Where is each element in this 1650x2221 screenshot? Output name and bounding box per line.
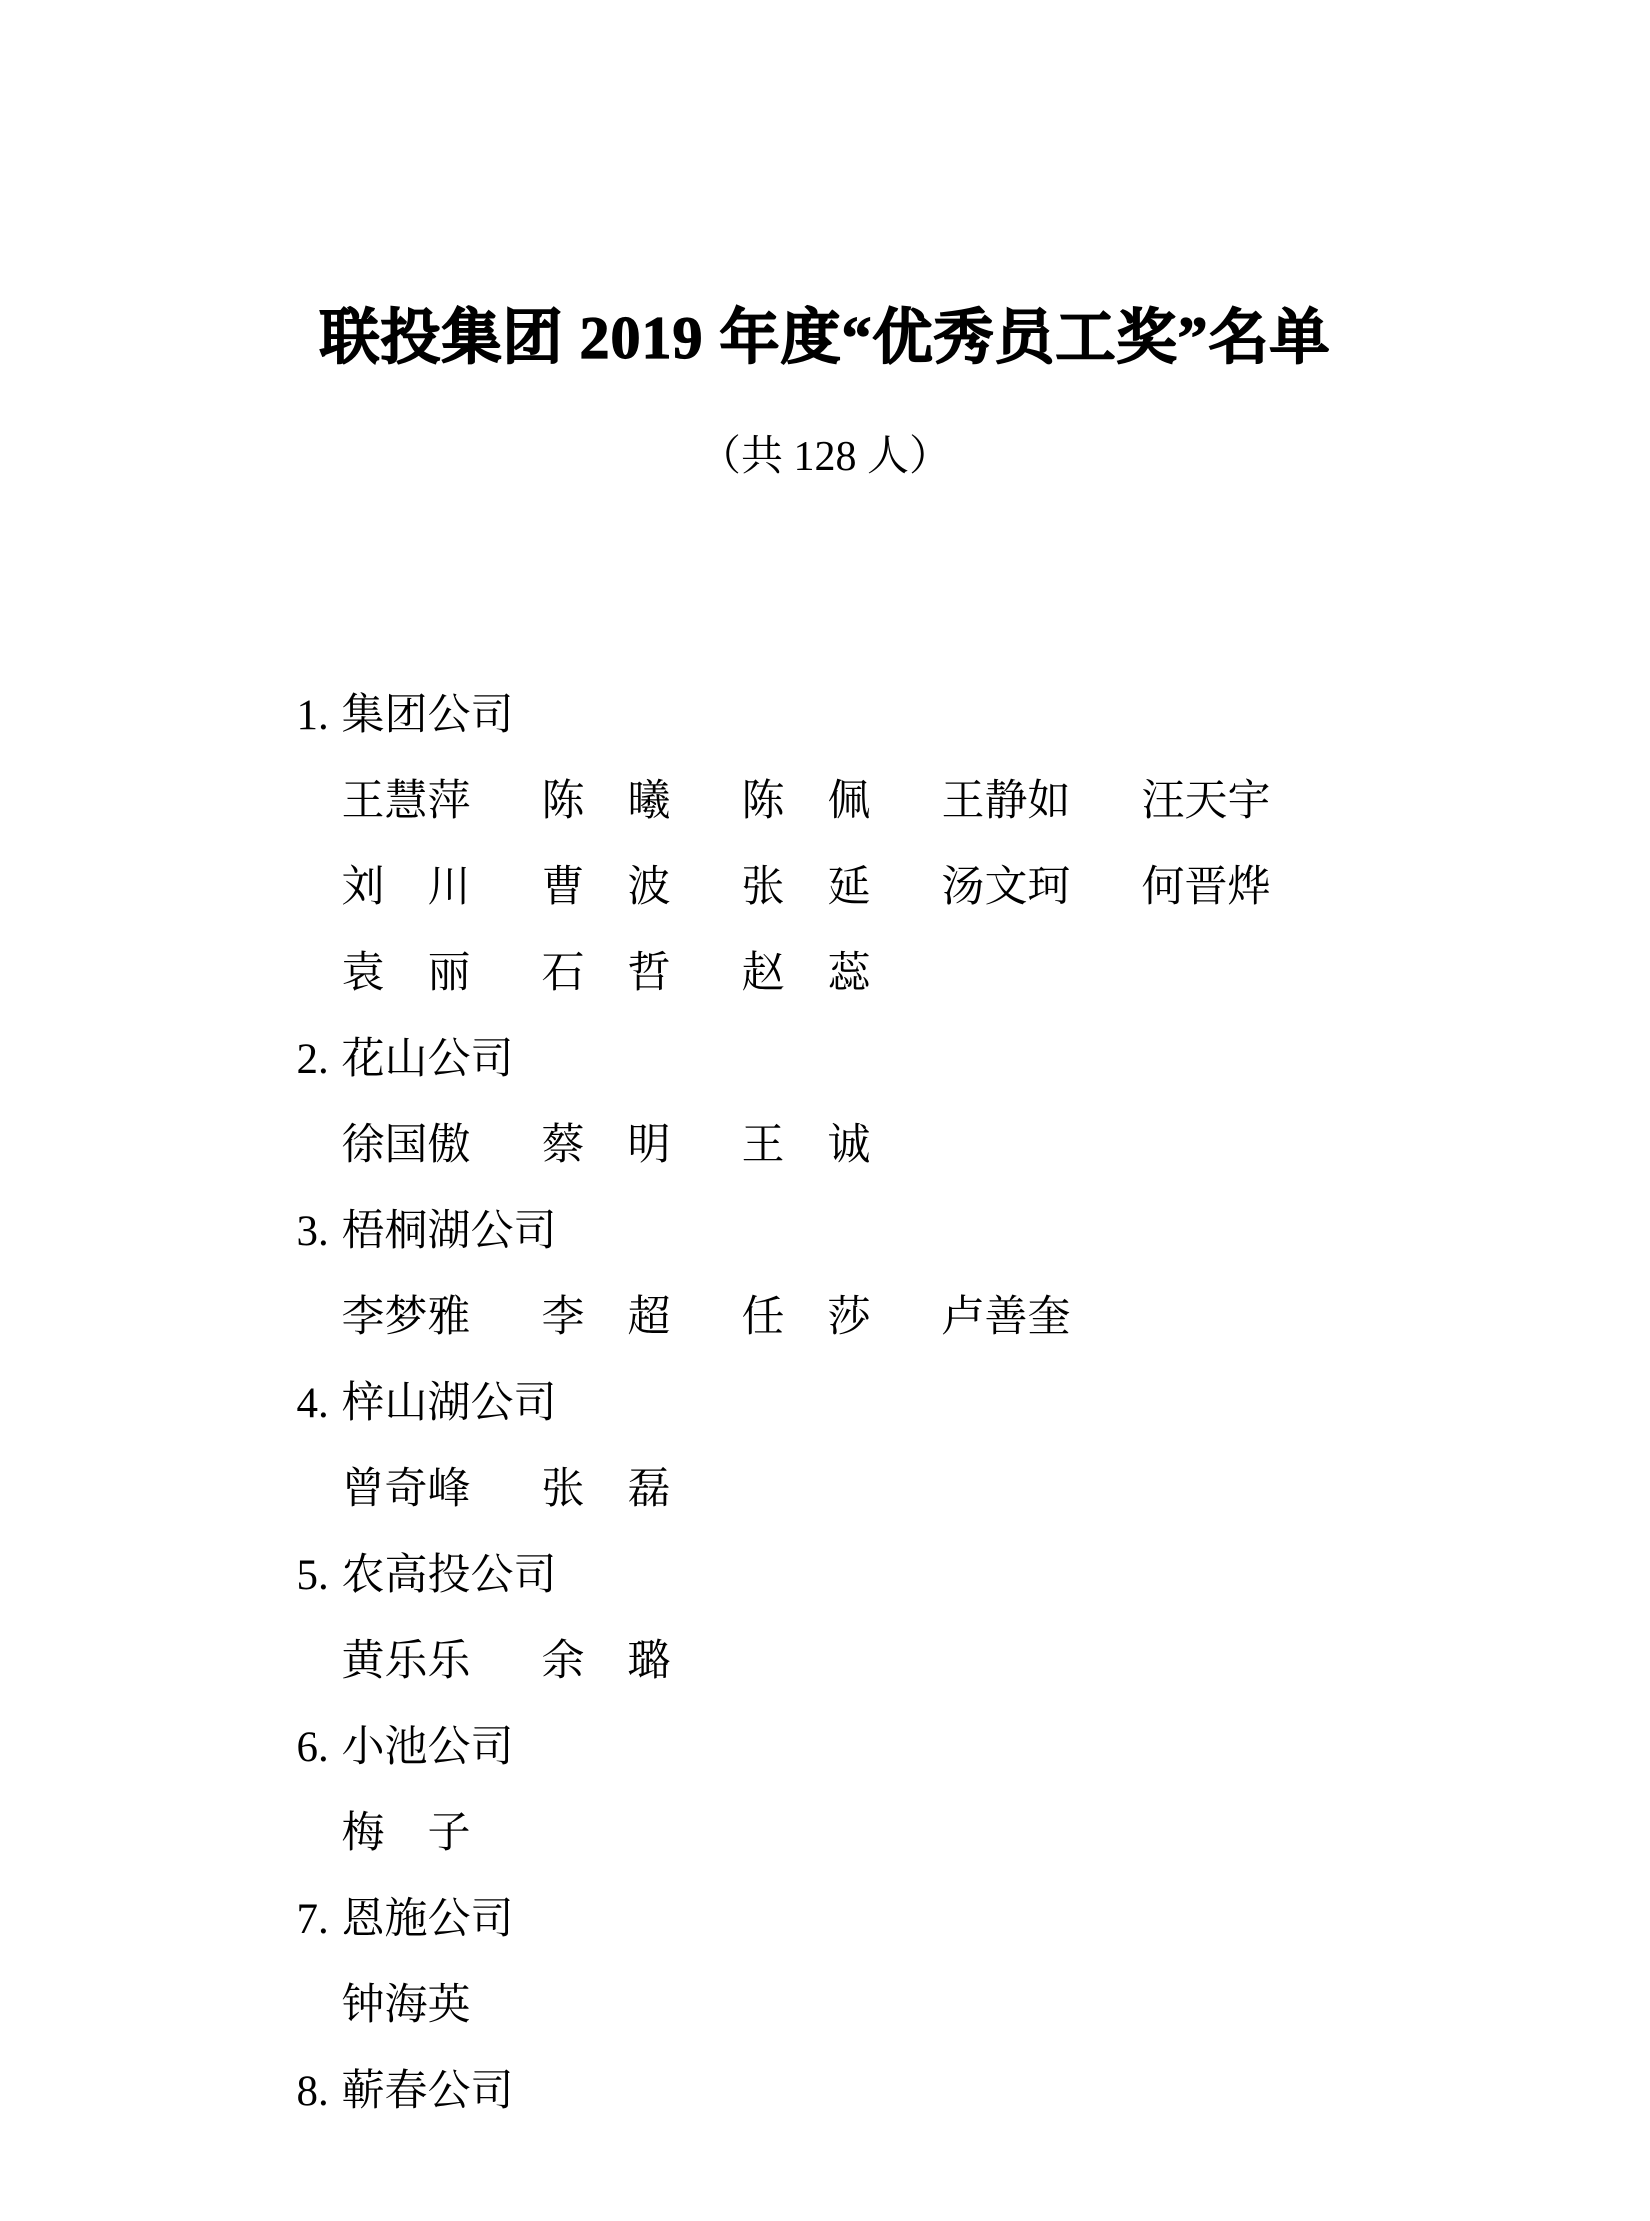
section-company: 集团公司: [341, 692, 514, 739]
document-subtitle: （共 128 人）: [698, 434, 951, 480]
winner-name: 王 诚: [741, 1122, 871, 1169]
winner-name: 李 超: [541, 1294, 671, 1341]
winner-name: 石 哲: [541, 950, 671, 997]
winner-name: 陈 曦: [541, 778, 671, 825]
winner-name: 张 延: [741, 864, 871, 911]
winner-name: 汪天宇: [1141, 778, 1271, 825]
winner-name: 汤文珂: [941, 864, 1071, 911]
section-company: 恩施公司: [341, 1896, 514, 1943]
section-company: 梧桐湖公司: [341, 1208, 557, 1255]
section-number: 3.: [296, 1208, 329, 1255]
section-number: 1.: [296, 692, 329, 739]
award-list: [232, 587, 1492, 2115]
winner-name: 袁 丽: [341, 950, 471, 997]
winner-name: 曹 波: [541, 864, 671, 911]
section-company: 农高投公司: [341, 1552, 557, 1599]
section-company: 蕲春公司: [341, 2068, 514, 2115]
winner-name: 李梦雅: [341, 1294, 471, 1341]
winner-name: 王静如: [941, 778, 1071, 825]
section-company: 花山公司: [341, 1036, 514, 1083]
winner-name: 王慧萍: [341, 778, 471, 825]
winner-name: 何晋烨: [1141, 864, 1271, 911]
document-title: 联投集团 2019 年度“优秀员工奖”名单: [319, 305, 1331, 371]
winner-name: 徐国傲: [341, 1122, 471, 1169]
winner-name: 蔡 明: [541, 1122, 671, 1169]
winner-name: 陈 佩: [741, 778, 871, 825]
section-company: 梓山湖公司: [341, 1380, 557, 1427]
winner-name: 梅 子: [341, 1810, 471, 1857]
winner-name: 任 莎: [741, 1294, 871, 1341]
winner-name: 卢善奎: [941, 1294, 1071, 1341]
winner-name: 张 磊: [541, 1466, 671, 1513]
section-company: 小池公司: [341, 1724, 514, 1771]
section-number: 8.: [296, 2068, 329, 2115]
winner-name: 曾奇峰: [341, 1466, 471, 1513]
section-heading-1: [232, 587, 1492, 739]
winner-name: 黄乐乐: [341, 1638, 471, 1685]
winner-name: 余 璐: [541, 1638, 671, 1685]
section-number: 2.: [296, 1036, 329, 1083]
winner-name: 钟海英: [341, 1982, 471, 2029]
section-number: 7.: [296, 1896, 329, 1943]
winner-name: 刘 川: [341, 864, 471, 911]
section-number: 4.: [296, 1380, 329, 1427]
section-number: 6.: [296, 1724, 329, 1771]
winner-name: 赵 蕊: [741, 950, 871, 997]
section-number: 5.: [296, 1552, 329, 1599]
